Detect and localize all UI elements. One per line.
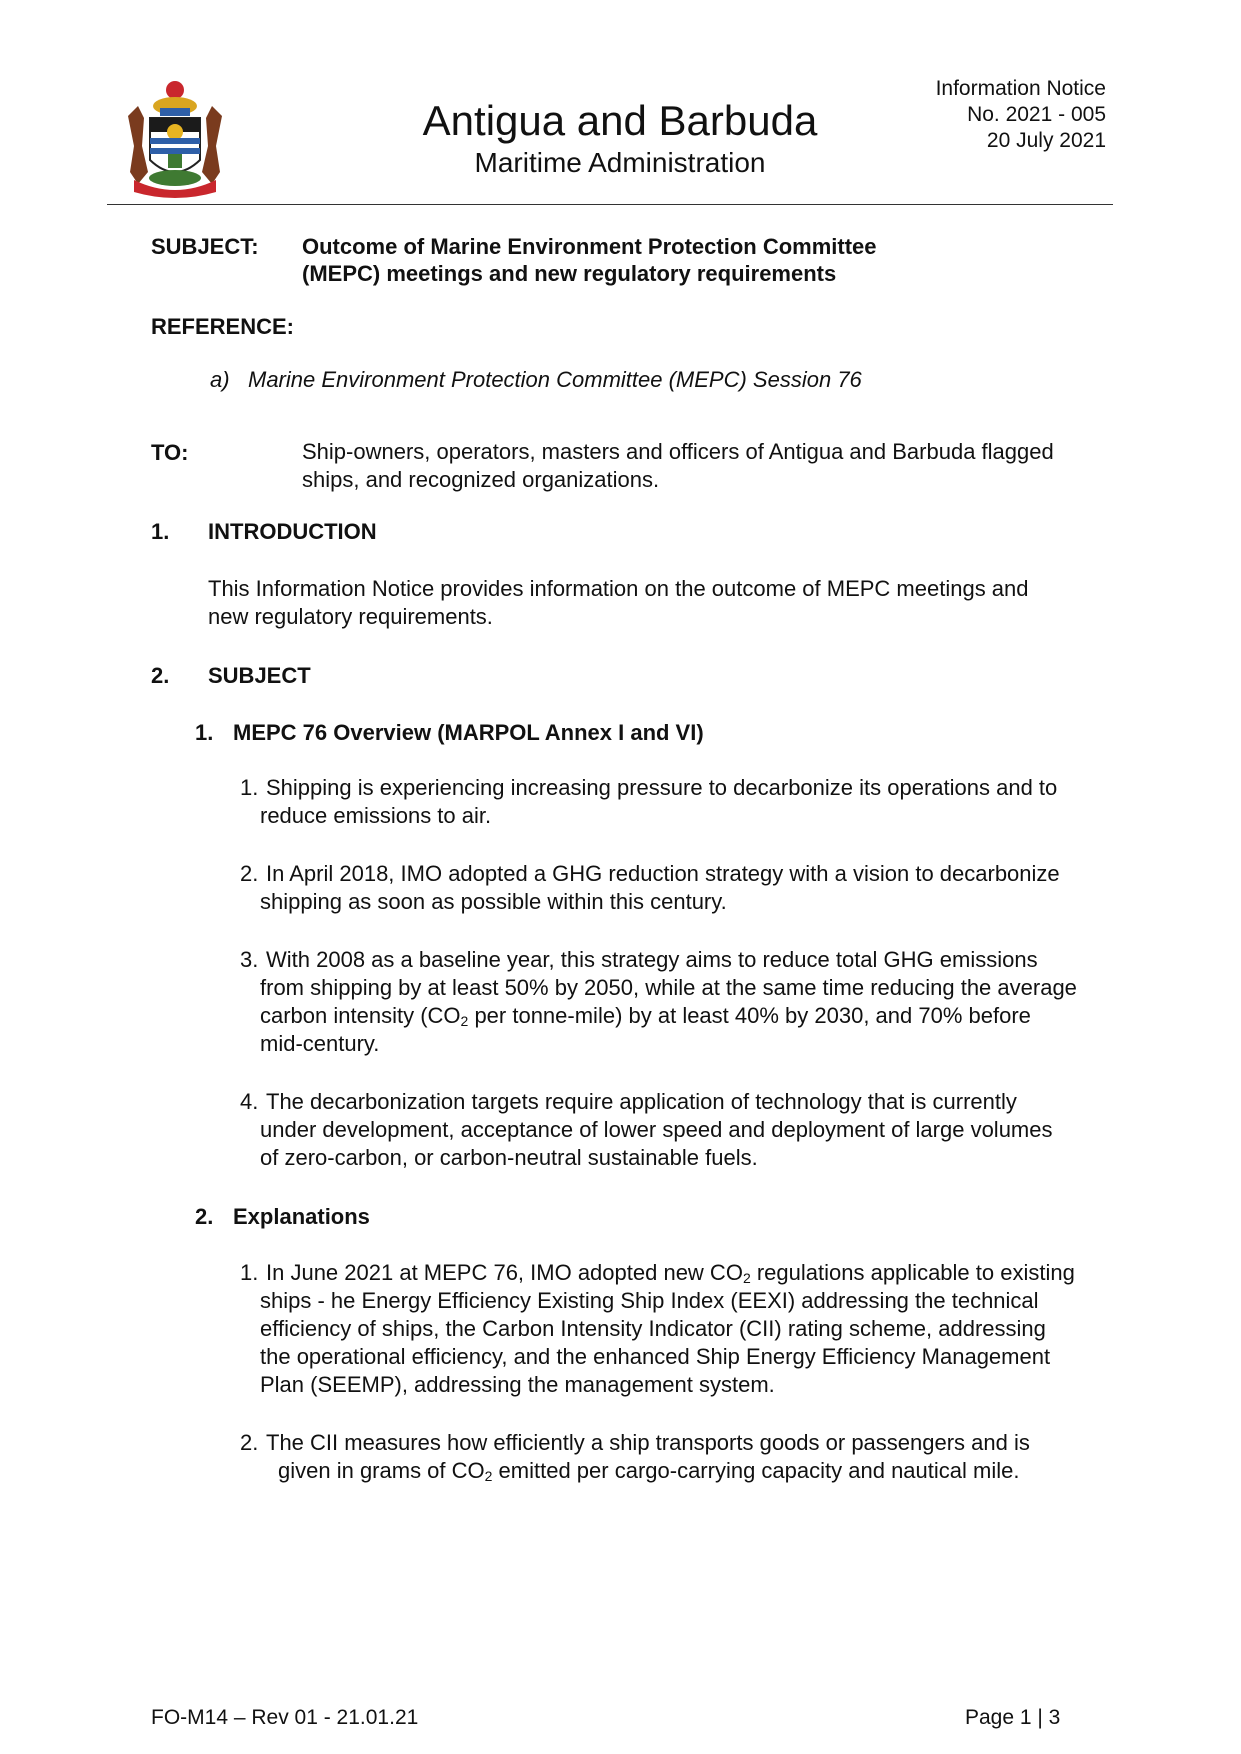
sub1-item3-line2: from shipping by at least 50% by 2050, while at the same time reducing the average [260, 975, 1077, 1000]
sub1-item1-number: 1. [240, 775, 259, 800]
sub2-item2-line2: given in grams of $CO_2$ emitted per cargo-carrying capacity and nautical mile. [278, 1458, 1020, 1484]
sub1-number: 1. [195, 720, 214, 745]
notice-date: 20 July 2021 [986, 129, 1106, 152]
header-divider [107, 204, 1113, 205]
subject-label: SUBJECT: [151, 234, 259, 259]
sub1-item1-line1: Shipping is experiencing increasing pressure to decarbonize its operations and to [266, 775, 1058, 800]
to-line-1: Ship-owners, operators, masters and officers of Antigua and Barbuda flagged [302, 439, 1054, 464]
org-subtitle: Maritime Administration [474, 147, 766, 178]
sub1-item3-line1: With 2008 as a baseline year, this strategy aims to reduce total GHG emissions [266, 947, 1038, 972]
notice-type: Information Notice [935, 77, 1106, 100]
sub2-item1-line2: ships - he Energy Efficiency Existing Ship Index (EEXI) addressing the technical [260, 1288, 1039, 1313]
intro-number: 1. [151, 519, 170, 544]
section2-heading: SUBJECT [208, 663, 311, 688]
coat-of-arms-icon [120, 76, 230, 204]
to-line-2: ships, and recognized organizations. [302, 467, 660, 492]
notice-block [936, 76, 1106, 154]
sub1-item4-number: 4. [240, 1089, 259, 1114]
to-label: TO: [151, 440, 189, 465]
intro-line-2: new regulatory requirements. [208, 604, 493, 629]
sub2-item2-number: 2. [240, 1430, 259, 1455]
sub1-item1-line2: reduce emissions to air. [260, 803, 492, 828]
reference-item: Marine Environment Protection Committee (MEPC) Session 76 [248, 367, 862, 392]
sub2-item1-line5: Plan (SEEMP), addressing the management system. [260, 1372, 775, 1397]
reference-label: REFERENCE: [151, 314, 295, 339]
sub2-item1-line3: efficiency of ships, the Carbon Intensity Indicator (CII) rating scheme, addressing [260, 1316, 1046, 1341]
sub1-item4-line2: under development, acceptance of lower speed and deployment of large volumes [260, 1117, 1053, 1142]
footer-form-code: FO-M14 – Rev 01 - 21.01.21 [151, 1706, 419, 1729]
sub2-number: 2. [195, 1204, 214, 1229]
subject-line-1: Outcome of Marine Environment Protection Committee [302, 234, 877, 259]
sub2-item2-line1: The CII measures how efficiently a ship transports goods or passengers and is [266, 1430, 1030, 1455]
org-name: Antigua and Barbuda [422, 97, 818, 144]
sub1-item3-line3: carbon intensity ($CO_2$ per tonne-mile) by at least 40% by 2030, and 70% before [260, 1003, 1031, 1029]
footer-page-number: Page 1 | 3 [965, 1706, 1061, 1729]
reference-item-marker: a) [210, 367, 230, 392]
section2-number: 2. [151, 663, 170, 688]
sub1-item2-line1: In April 2018, IMO adopted a GHG reduction strategy with a vision to decarbonize [266, 861, 1060, 886]
sub1-heading: MEPC 76 Overview (MARPOL Annex I and VI) [233, 720, 704, 745]
sub1-item4-line1: The decarbonization targets require application of technology that is currently [266, 1089, 1017, 1114]
sub1-item2-number: 2. [240, 861, 259, 886]
sub1-item3-number: 3. [240, 947, 259, 972]
subject-line-2: (MEPC) meetings and new regulatory requirements [302, 261, 837, 286]
sub2-item1-number: 1. [240, 1260, 259, 1285]
sub2-item1-line4: the operational efficiency, and the enhanced Ship Energy Efficiency Management [260, 1344, 1051, 1369]
notice-number: No. 2021 - 005 [967, 103, 1106, 126]
sub1-item3-line4: mid-century. [260, 1031, 380, 1056]
sub2-item1-line1: In June 2021 at MEPC 76, IMO adopted new $CO_2$ regulations applicable to existing [266, 1260, 1075, 1286]
sub1-item4-line3: of zero-carbon, or carbon-neutral sustainable fuels. [260, 1145, 758, 1170]
sub2-heading: Explanations [233, 1204, 370, 1229]
intro-line-1: This Information Notice provides information on the outcome of MEPC meetings and [208, 576, 1029, 601]
intro-heading: INTRODUCTION [208, 519, 377, 544]
sub1-item2-line2: shipping as soon as possible within this century. [260, 889, 727, 914]
